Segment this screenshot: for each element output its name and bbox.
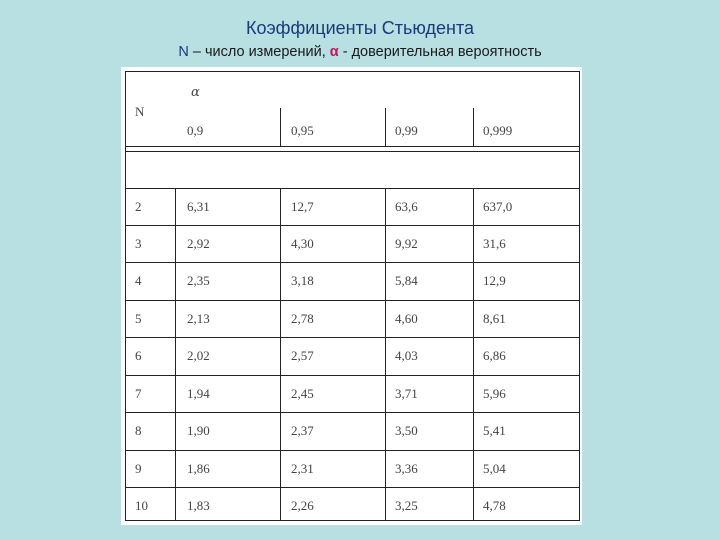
table-rule <box>125 146 580 147</box>
table-cell: 2,31 <box>291 461 314 476</box>
table-cell: 2,57 <box>291 348 314 363</box>
table-cell: 3,25 <box>395 498 418 513</box>
table-rule <box>125 337 580 338</box>
row-n-value: 3 <box>135 236 142 251</box>
alpha-value-header: 0,9 <box>187 123 204 138</box>
row-n-value: 10 <box>135 498 148 513</box>
table-rule <box>125 450 580 451</box>
table-cell: 2,78 <box>291 311 314 326</box>
subtitle-n-symbol: N <box>178 44 189 60</box>
table-cell: 5,04 <box>483 461 506 476</box>
table-cell: 2,37 <box>291 423 314 438</box>
column-divider <box>385 188 386 521</box>
table-cell: 3,18 <box>291 273 314 288</box>
table-rule <box>125 412 580 413</box>
table-rule <box>125 487 580 488</box>
table-cell: 2,26 <box>291 498 314 513</box>
alpha-value-header: 0,999 <box>483 123 513 138</box>
table-border-left <box>125 71 126 521</box>
table-cell: 8,61 <box>483 311 506 326</box>
table-rule <box>125 300 580 301</box>
subtitle-text-probability: - доверительная вероятность <box>338 44 542 60</box>
table-cell: 1,90 <box>187 423 210 438</box>
table-cell: 6,31 <box>187 199 210 214</box>
student-coefficients-table <box>121 67 582 525</box>
table-cell: 3,36 <box>395 461 418 476</box>
table-cell: 31,6 <box>483 236 506 251</box>
table-cell: 2,02 <box>187 348 210 363</box>
table-cell: 9,92 <box>395 236 418 251</box>
row-n-value: 9 <box>135 461 142 476</box>
table-cell: 4,60 <box>395 311 418 326</box>
table-border-right <box>579 71 580 521</box>
table-cell: 5,84 <box>395 273 418 288</box>
column-divider <box>473 188 474 521</box>
table-rule <box>125 188 580 189</box>
row-n-value: 6 <box>135 348 142 363</box>
table-cell: 1,94 <box>187 386 210 401</box>
table-cell: 2,92 <box>187 236 210 251</box>
column-divider <box>175 188 176 521</box>
table-cell: 1,83 <box>187 498 210 513</box>
table-rule <box>125 71 580 72</box>
table-cell: 5,96 <box>483 386 506 401</box>
table-cell: 1,86 <box>187 461 210 476</box>
table-cell: 3,71 <box>395 386 418 401</box>
table-cell: 3,50 <box>395 423 418 438</box>
table-rule <box>125 520 580 521</box>
column-divider <box>280 188 281 521</box>
row-n-value: 2 <box>135 199 142 214</box>
row-n-value: 7 <box>135 386 142 401</box>
table-cell: 6,86 <box>483 348 506 363</box>
table-cell: 4,30 <box>291 236 314 251</box>
table-cell: 2,35 <box>187 273 210 288</box>
alpha-value-header: 0,99 <box>395 123 418 138</box>
subtitle-alpha-symbol: α <box>329 44 339 60</box>
table-cell: 12,9 <box>483 273 506 288</box>
row-n-value: 5 <box>135 311 142 326</box>
table-cell: 2,13 <box>187 311 210 326</box>
table-cell: 2,45 <box>291 386 314 401</box>
subtitle-text-measurements: – число измерений, <box>188 44 330 60</box>
column-divider <box>473 108 474 146</box>
column-divider <box>280 108 281 146</box>
table-rule <box>125 225 580 226</box>
alpha-column-group-header: α <box>191 85 200 100</box>
n-column-header: N <box>135 104 145 119</box>
table-rule <box>125 151 580 152</box>
column-divider <box>385 108 386 146</box>
row-n-value: 4 <box>135 273 142 288</box>
table-rule <box>125 375 580 376</box>
row-n-value: 8 <box>135 423 142 438</box>
slide-title: Коэффициенты Стьюдента <box>245 18 475 38</box>
table-cell: 5,41 <box>483 423 506 438</box>
table-cell: 63,6 <box>395 199 418 214</box>
table-grid <box>125 71 580 521</box>
table-rule <box>125 262 580 263</box>
table-cell: 12,7 <box>291 199 314 214</box>
table-cell: 637,0 <box>483 199 513 214</box>
table-cell: 4,78 <box>483 498 506 513</box>
table-cell: 4,03 <box>395 348 418 363</box>
slide-subtitle <box>0 44 720 60</box>
alpha-value-header: 0,95 <box>291 123 314 138</box>
